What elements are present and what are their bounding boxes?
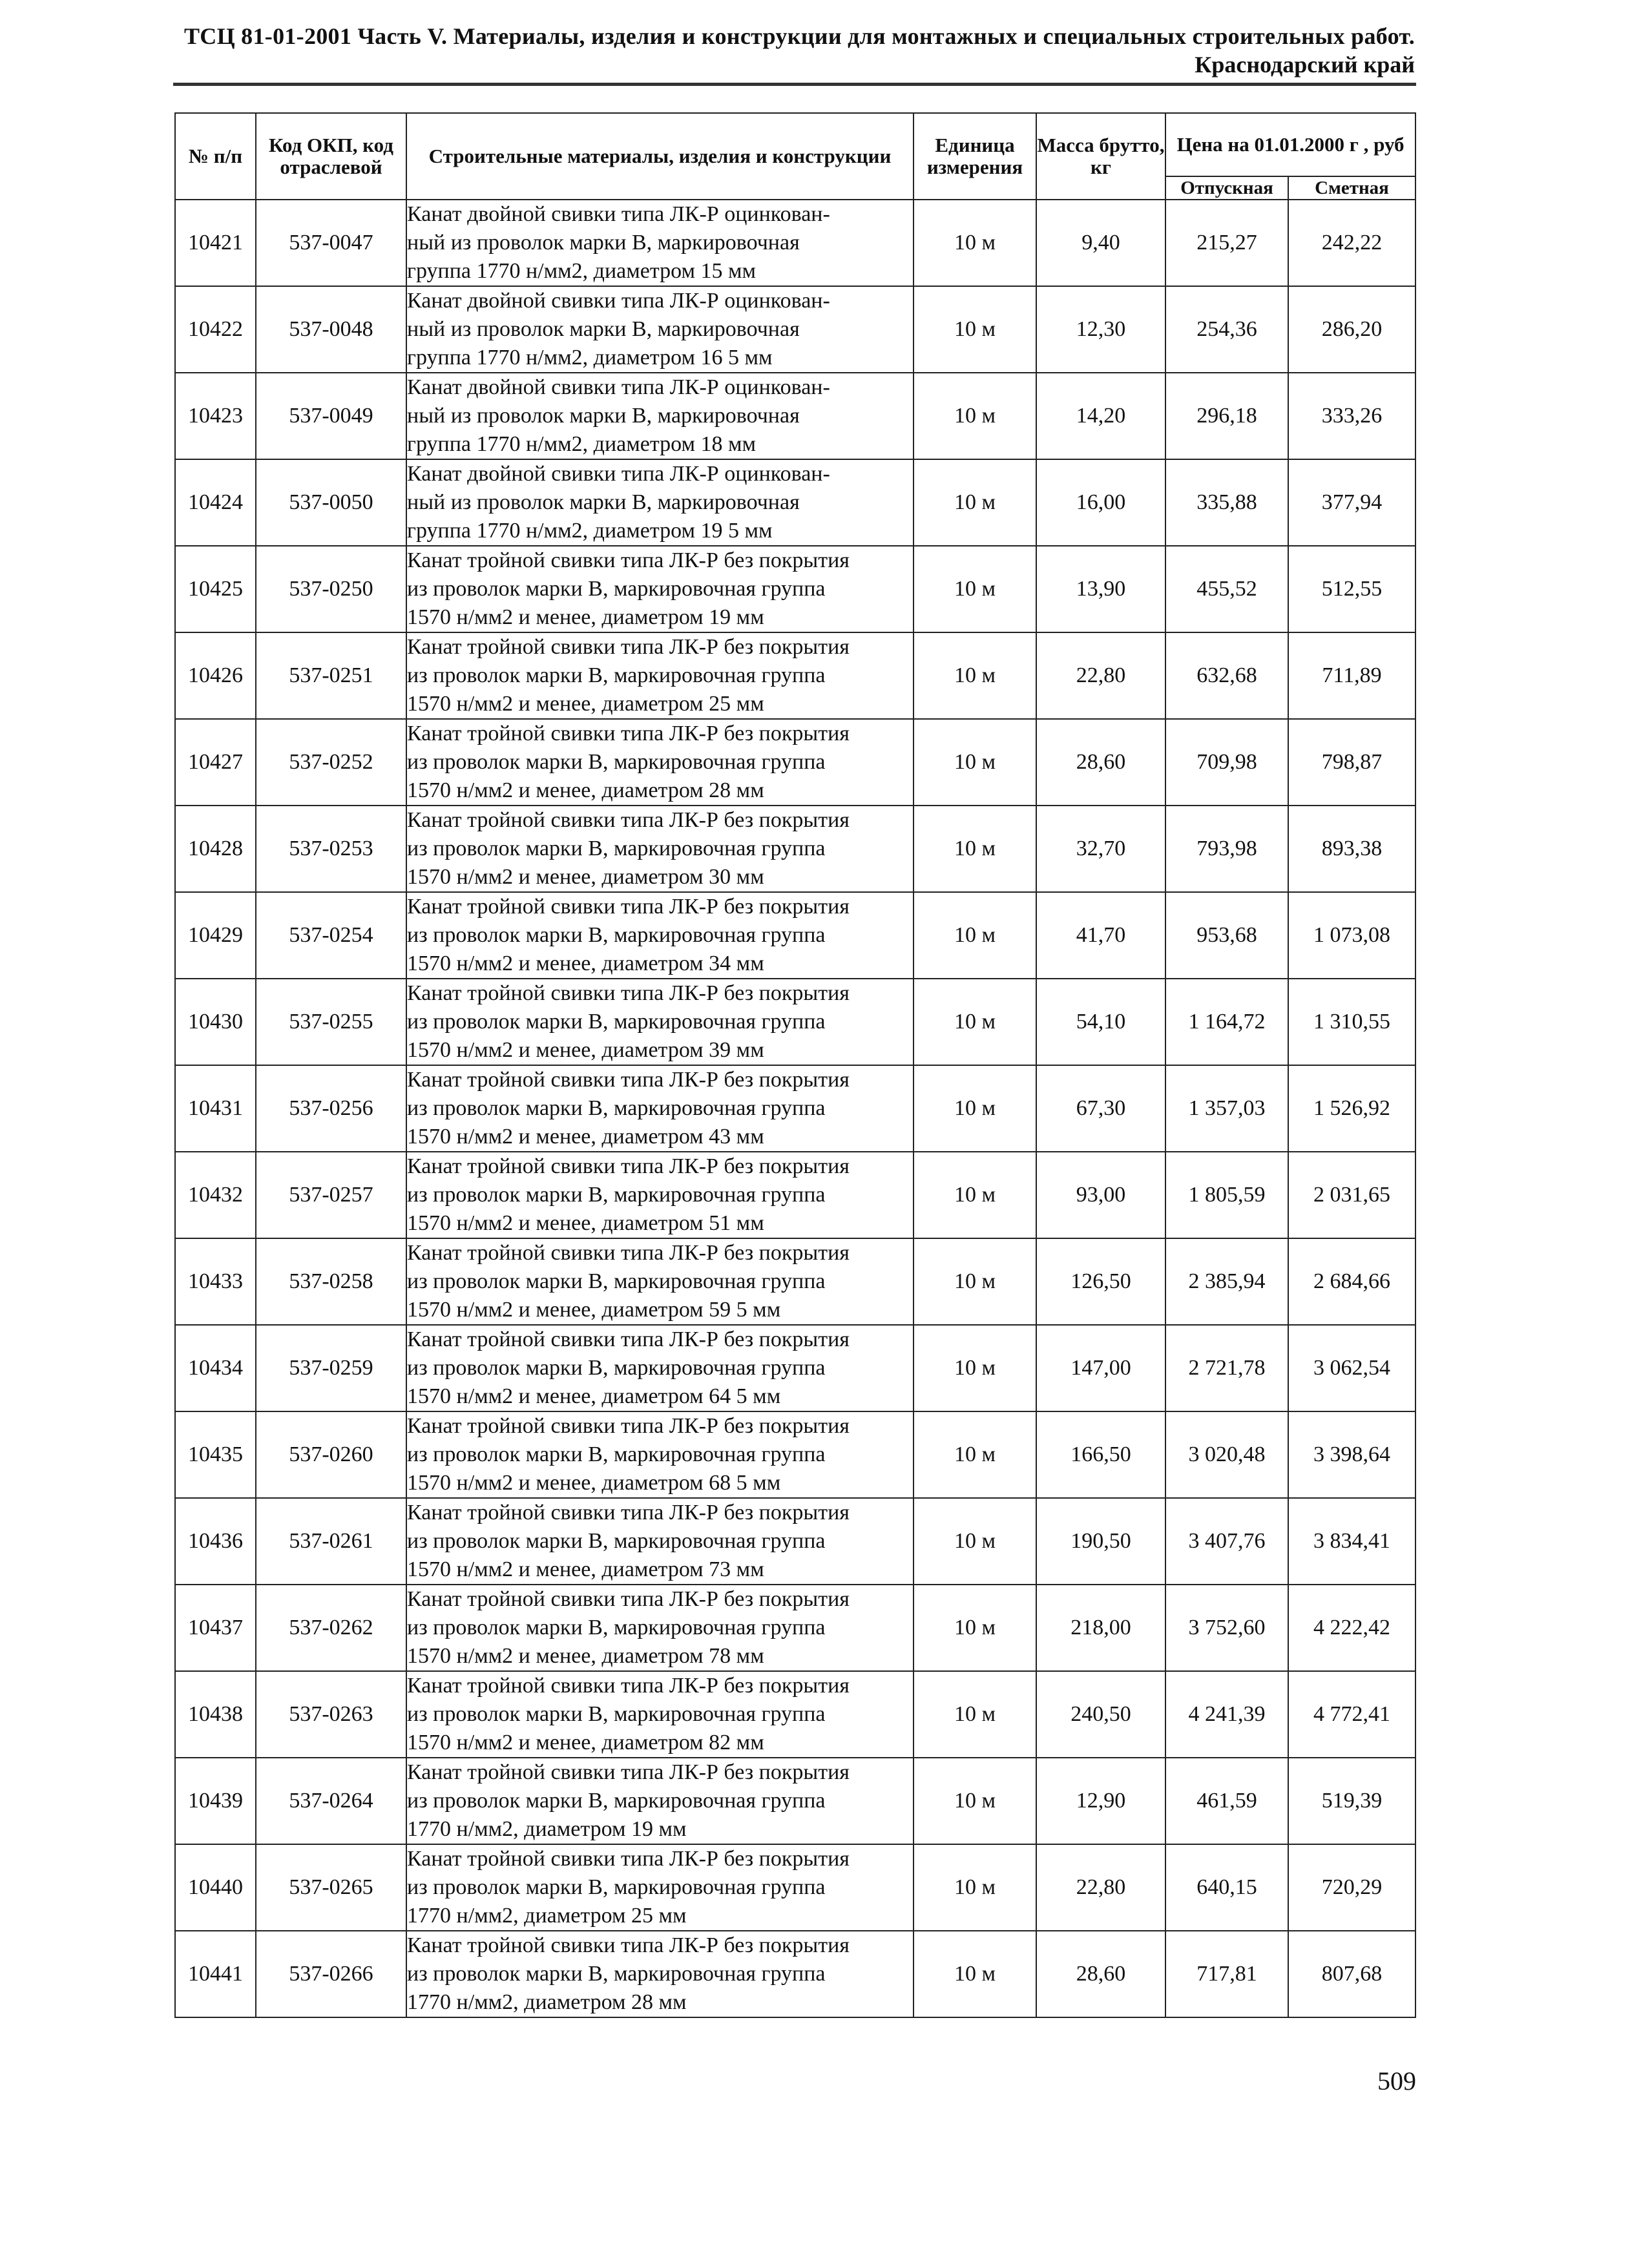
- description-line: ный из проволок марки В, маркировочная: [407, 231, 800, 255]
- row-number: 10430: [175, 979, 256, 1065]
- row-number: 10431: [175, 1065, 256, 1152]
- page-number: 509: [1377, 2066, 1416, 2096]
- description-line: Канат тройной свивки типа ЛК-Р без покрытия: [407, 1154, 850, 1178]
- table-row: [175, 1065, 1415, 1152]
- row-mass: 218,00: [1036, 1585, 1165, 1671]
- row-price-estimate: 3 398,64: [1288, 1411, 1415, 1498]
- row-price-estimate: 519,39: [1288, 1758, 1415, 1844]
- row-price-release: 455,52: [1165, 546, 1288, 632]
- row-description: [406, 459, 914, 546]
- row-price-release: 953,68: [1165, 892, 1288, 979]
- description-line: из проволок марки В, маркировочная группа: [407, 1356, 826, 1380]
- description-line: Канат тройной свивки типа ЛК-Р без покрытия: [407, 1501, 850, 1524]
- row-description: [406, 719, 914, 806]
- row-mass: 41,70: [1036, 892, 1165, 979]
- row-price-estimate: 711,89: [1288, 632, 1415, 719]
- row-unit: 10 м: [914, 1498, 1036, 1585]
- row-description: [406, 1844, 914, 1931]
- row-price-release: 4 241,39: [1165, 1671, 1288, 1758]
- col-header-price-estimate: Сметная: [1288, 176, 1415, 200]
- col-header-price-release: Отпускная: [1165, 176, 1288, 200]
- table-row: [175, 200, 1415, 286]
- row-unit: 10 м: [914, 200, 1036, 286]
- row-mass: 54,10: [1036, 979, 1165, 1065]
- table-row: [175, 546, 1415, 632]
- row-description: [406, 1498, 914, 1585]
- region-title: Краснодарский край: [1195, 52, 1415, 78]
- description-line: Канат двойной свивки типа ЛК-Р оцинкован-: [407, 375, 830, 399]
- row-description: [406, 806, 914, 892]
- row-price-estimate: 3 062,54: [1288, 1325, 1415, 1411]
- description-line: 1570 н/мм2 и менее, диаметром 82 мм: [407, 1731, 764, 1754]
- row-number: 10440: [175, 1844, 256, 1931]
- description-line: Канат двойной свивки типа ЛК-Р оцинкован-: [407, 289, 830, 313]
- row-description: [406, 546, 914, 632]
- description-line: Канат тройной свивки типа ЛК-Р без покрытия: [407, 1760, 850, 1784]
- row-number: 10423: [175, 373, 256, 459]
- row-code: 537-0257: [256, 1152, 406, 1238]
- row-unit: 10 м: [914, 806, 1036, 892]
- description-line: 1570 н/мм2 и менее, диаметром 34 мм: [407, 952, 764, 975]
- row-price-estimate: 3 834,41: [1288, 1498, 1415, 1585]
- table-row: [175, 1671, 1415, 1758]
- row-mass: 12,90: [1036, 1758, 1165, 1844]
- row-code: 537-0049: [256, 373, 406, 459]
- description-line: группа 1770 н/мм2, диаметром 16 5 мм: [407, 346, 773, 369]
- col-header-num: № п/п: [175, 113, 256, 200]
- description-line: 1570 н/мм2 и менее, диаметром 30 мм: [407, 865, 764, 889]
- row-price-release: 335,88: [1165, 459, 1288, 546]
- row-number: 10432: [175, 1152, 256, 1238]
- description-line: 1770 н/мм2, диаметром 19 мм: [407, 1817, 687, 1841]
- row-price-estimate: 333,26: [1288, 373, 1415, 459]
- row-price-release: 254,36: [1165, 286, 1288, 373]
- row-number: 10438: [175, 1671, 256, 1758]
- description-line: 1570 н/мм2 и менее, диаметром 59 5 мм: [407, 1298, 781, 1322]
- row-number: 10434: [175, 1325, 256, 1411]
- description-line: группа 1770 н/мм2, диаметром 19 5 мм: [407, 519, 773, 543]
- description-line: 1770 н/мм2, диаметром 28 мм: [407, 1990, 687, 2014]
- row-price-estimate: 1 073,08: [1288, 892, 1415, 979]
- row-description: [406, 632, 914, 719]
- description-line: группа 1770 н/мм2, диаметром 18 мм: [407, 432, 757, 456]
- row-unit: 10 м: [914, 719, 1036, 806]
- table-row: [175, 719, 1415, 806]
- row-code: 537-0264: [256, 1758, 406, 1844]
- row-description: [406, 1065, 914, 1152]
- row-number: 10428: [175, 806, 256, 892]
- table-row: [175, 632, 1415, 719]
- description-line: 1770 н/мм2, диаметром 25 мм: [407, 1904, 687, 1928]
- row-number: 10435: [175, 1411, 256, 1498]
- description-line: 1570 н/мм2 и менее, диаметром 78 мм: [407, 1644, 764, 1668]
- row-code: 537-0047: [256, 200, 406, 286]
- row-code: 537-0258: [256, 1238, 406, 1325]
- row-number: 10441: [175, 1931, 256, 2017]
- row-code: 537-0050: [256, 459, 406, 546]
- row-price-release: 717,81: [1165, 1931, 1288, 2017]
- description-line: ный из проволок марки В, маркировочная: [407, 490, 800, 514]
- row-price-estimate: 242,22: [1288, 200, 1415, 286]
- row-mass: 28,60: [1036, 1931, 1165, 2017]
- description-line: Канат двойной свивки типа ЛК-Р оцинкован-: [407, 462, 830, 486]
- row-unit: 10 м: [914, 892, 1036, 979]
- table-row: [175, 286, 1415, 373]
- description-line: 1570 н/мм2 и менее, диаметром 25 мм: [407, 692, 764, 716]
- row-number: 10424: [175, 459, 256, 546]
- row-price-estimate: 807,68: [1288, 1931, 1415, 2017]
- description-line: из проволок марки В, маркировочная группа: [407, 750, 826, 774]
- table-row: [175, 1758, 1415, 1844]
- row-number: 10433: [175, 1238, 256, 1325]
- description-line: из проволок марки В, маркировочная группа: [407, 923, 826, 947]
- description-line: 1570 н/мм2 и менее, диаметром 19 мм: [407, 605, 764, 629]
- row-code: 537-0262: [256, 1585, 406, 1671]
- row-mass: 9,40: [1036, 200, 1165, 286]
- description-line: Канат тройной свивки типа ЛК-Р без покрытия: [407, 635, 850, 659]
- row-mass: 32,70: [1036, 806, 1165, 892]
- row-mass: 166,50: [1036, 1411, 1165, 1498]
- table-row: [175, 1411, 1415, 1498]
- description-line: из проволок марки В, маркировочная группа: [407, 1702, 826, 1726]
- row-unit: 10 м: [914, 1065, 1036, 1152]
- row-price-release: 640,15: [1165, 1844, 1288, 1931]
- row-description: [406, 1238, 914, 1325]
- row-description: [406, 892, 914, 979]
- description-line: Канат тройной свивки типа ЛК-Р без покрытия: [407, 1327, 850, 1351]
- row-code: 537-0048: [256, 286, 406, 373]
- description-line: Канат тройной свивки типа ЛК-Р без покрытия: [407, 548, 850, 572]
- row-price-release: 1 357,03: [1165, 1065, 1288, 1152]
- table-row: [175, 1844, 1415, 1931]
- row-unit: 10 м: [914, 979, 1036, 1065]
- row-mass: 22,80: [1036, 632, 1165, 719]
- table-row: [175, 1152, 1415, 1238]
- description-line: Канат тройной свивки типа ЛК-Р без покрытия: [407, 1674, 850, 1698]
- row-unit: 10 м: [914, 1758, 1036, 1844]
- row-price-release: 1 805,59: [1165, 1152, 1288, 1238]
- row-description: [406, 1152, 914, 1238]
- col-header-price: Цена на 01.01.2000 г , руб: [1165, 113, 1415, 176]
- row-mass: 190,50: [1036, 1498, 1165, 1585]
- table-row: [175, 892, 1415, 979]
- row-unit: 10 м: [914, 1411, 1036, 1498]
- description-line: из проволок марки В, маркировочная группа: [407, 1442, 826, 1466]
- row-number: 10437: [175, 1585, 256, 1671]
- row-code: 537-0253: [256, 806, 406, 892]
- description-line: 1570 н/мм2 и менее, диаметром 64 5 мм: [407, 1384, 781, 1408]
- row-price-release: 709,98: [1165, 719, 1288, 806]
- description-line: ный из проволок марки В, маркировочная: [407, 317, 800, 341]
- price-table: [174, 112, 1416, 2018]
- row-code: 537-0261: [256, 1498, 406, 1585]
- row-unit: 10 м: [914, 373, 1036, 459]
- row-description: [406, 373, 914, 459]
- row-price-estimate: 1 310,55: [1288, 979, 1415, 1065]
- row-price-release: 3 752,60: [1165, 1585, 1288, 1671]
- description-line: Канат тройной свивки типа ЛК-Р без покрытия: [407, 808, 850, 832]
- table-row: [175, 1238, 1415, 1325]
- header-rule: [173, 83, 1416, 86]
- row-description: [406, 286, 914, 373]
- row-unit: 10 м: [914, 1931, 1036, 2017]
- row-description: [406, 1758, 914, 1844]
- row-number: 10439: [175, 1758, 256, 1844]
- row-code: 537-0263: [256, 1671, 406, 1758]
- row-code: 537-0265: [256, 1844, 406, 1931]
- row-code: 537-0251: [256, 632, 406, 719]
- description-line: группа 1770 н/мм2, диаметром 15 мм: [407, 259, 757, 283]
- row-mass: 16,00: [1036, 459, 1165, 546]
- description-line: из проволок марки В, маркировочная группа: [407, 1875, 826, 1899]
- row-number: 10426: [175, 632, 256, 719]
- description-line: 1570 н/мм2 и менее, диаметром 28 мм: [407, 778, 764, 802]
- col-header-unit: Единица измерения: [914, 113, 1036, 200]
- description-line: из проволок марки В, маркировочная группа: [407, 1269, 826, 1293]
- row-mass: 22,80: [1036, 1844, 1165, 1931]
- description-line: Канат тройной свивки типа ЛК-Р без покрытия: [407, 981, 850, 1005]
- table-body: [175, 200, 1415, 2017]
- row-unit: 10 м: [914, 286, 1036, 373]
- row-description: [406, 1671, 914, 1758]
- row-price-release: 3 020,48: [1165, 1411, 1288, 1498]
- description-line: из проволок марки В, маркировочная группа: [407, 837, 826, 860]
- row-mass: 14,20: [1036, 373, 1165, 459]
- row-price-estimate: 4 222,42: [1288, 1585, 1415, 1671]
- row-unit: 10 м: [914, 1152, 1036, 1238]
- description-line: Канат тройной свивки типа ЛК-Р без покрытия: [407, 1241, 850, 1265]
- description-line: Канат тройной свивки типа ЛК-Р без покрытия: [407, 1414, 850, 1438]
- table-row: [175, 373, 1415, 459]
- row-code: 537-0259: [256, 1325, 406, 1411]
- row-price-release: 632,68: [1165, 632, 1288, 719]
- table-row: [175, 459, 1415, 546]
- description-line: 1570 н/мм2 и менее, диаметром 39 мм: [407, 1038, 764, 1062]
- row-code: 537-0252: [256, 719, 406, 806]
- col-header-code: Код ОКП, код отраслевой: [256, 113, 406, 200]
- description-line: Канат тройной свивки типа ЛК-Р без покрытия: [407, 1587, 850, 1611]
- row-code: 537-0254: [256, 892, 406, 979]
- row-price-release: 461,59: [1165, 1758, 1288, 1844]
- row-price-estimate: 893,38: [1288, 806, 1415, 892]
- row-number: 10427: [175, 719, 256, 806]
- description-line: 1570 н/мм2 и менее, диаметром 73 мм: [407, 1557, 764, 1581]
- description-line: Канат тройной свивки типа ЛК-Р без покрытия: [407, 1847, 850, 1871]
- row-price-release: 215,27: [1165, 200, 1288, 286]
- description-line: 1570 н/мм2 и менее, диаметром 51 мм: [407, 1211, 764, 1235]
- row-number: 10421: [175, 200, 256, 286]
- row-description: [406, 1325, 914, 1411]
- description-line: Канат тройной свивки типа ЛК-Р без покрытия: [407, 1068, 850, 1092]
- description-line: из проволок марки В, маркировочная группа: [407, 1616, 826, 1639]
- row-mass: 28,60: [1036, 719, 1165, 806]
- table-row: [175, 1931, 1415, 2017]
- description-line: из проволок марки В, маркировочная группа: [407, 1962, 826, 1986]
- row-code: 537-0255: [256, 979, 406, 1065]
- description-line: из проволок марки В, маркировочная группа: [407, 1789, 826, 1813]
- document-title: ТСЦ 81-01-2001 Часть V. Материалы, изделия и конструкции для монтажных и специальных строительных работ.: [183, 23, 1415, 49]
- row-number: 10422: [175, 286, 256, 373]
- row-price-estimate: 1 526,92: [1288, 1065, 1415, 1152]
- row-mass: 12,30: [1036, 286, 1165, 373]
- row-unit: 10 м: [914, 459, 1036, 546]
- col-header-name: Строительные материалы, изделия и конструкции: [406, 113, 914, 200]
- row-mass: 67,30: [1036, 1065, 1165, 1152]
- row-price-release: 2 385,94: [1165, 1238, 1288, 1325]
- row-price-estimate: 4 772,41: [1288, 1671, 1415, 1758]
- row-code: 537-0260: [256, 1411, 406, 1498]
- row-price-estimate: 2 684,66: [1288, 1238, 1415, 1325]
- page-header: [174, 22, 1415, 79]
- row-number: 10425: [175, 546, 256, 632]
- row-unit: 10 м: [914, 1585, 1036, 1671]
- row-price-release: 296,18: [1165, 373, 1288, 459]
- description-line: Канат тройной свивки типа ЛК-Р без покрытия: [407, 895, 850, 919]
- row-number: 10429: [175, 892, 256, 979]
- row-price-estimate: 512,55: [1288, 546, 1415, 632]
- row-number: 10436: [175, 1498, 256, 1585]
- table-row: [175, 1585, 1415, 1671]
- row-price-estimate: 286,20: [1288, 286, 1415, 373]
- description-line: из проволок марки В, маркировочная группа: [407, 1010, 826, 1034]
- row-price-estimate: 377,94: [1288, 459, 1415, 546]
- row-code: 537-0266: [256, 1931, 406, 2017]
- description-line: 1570 н/мм2 и менее, диаметром 68 5 мм: [407, 1471, 781, 1495]
- row-price-release: 3 407,76: [1165, 1498, 1288, 1585]
- table-row: [175, 979, 1415, 1065]
- row-unit: 10 м: [914, 1671, 1036, 1758]
- description-line: из проволок марки В, маркировочная группа: [407, 1183, 826, 1207]
- row-code: 537-0250: [256, 546, 406, 632]
- row-price-estimate: 798,87: [1288, 719, 1415, 806]
- row-description: [406, 1411, 914, 1498]
- col-header-mass: Масса брутто, кг: [1036, 113, 1165, 200]
- row-description: [406, 200, 914, 286]
- row-price-estimate: 720,29: [1288, 1844, 1415, 1931]
- table-row: [175, 806, 1415, 892]
- row-price-estimate: 2 031,65: [1288, 1152, 1415, 1238]
- row-unit: 10 м: [914, 1325, 1036, 1411]
- description-line: 1570 н/мм2 и менее, диаметром 43 мм: [407, 1125, 764, 1149]
- row-unit: 10 м: [914, 1238, 1036, 1325]
- description-line: из проволок марки В, маркировочная группа: [407, 1529, 826, 1553]
- row-code: 537-0256: [256, 1065, 406, 1152]
- table-row: [175, 1498, 1415, 1585]
- row-mass: 93,00: [1036, 1152, 1165, 1238]
- description-line: Канат тройной свивки типа ЛК-Р без покрытия: [407, 722, 850, 745]
- description-line: ный из проволок марки В, маркировочная: [407, 404, 800, 428]
- row-mass: 13,90: [1036, 546, 1165, 632]
- row-price-release: 2 721,78: [1165, 1325, 1288, 1411]
- row-description: [406, 979, 914, 1065]
- row-unit: 10 м: [914, 1844, 1036, 1931]
- table-row: [175, 1325, 1415, 1411]
- row-unit: 10 м: [914, 546, 1036, 632]
- row-mass: 126,50: [1036, 1238, 1165, 1325]
- row-description: [406, 1585, 914, 1671]
- row-price-release: 1 164,72: [1165, 979, 1288, 1065]
- row-description: [406, 1931, 914, 2017]
- description-line: из проволок марки В, маркировочная группа: [407, 663, 826, 687]
- description-line: из проволок марки В, маркировочная группа: [407, 1096, 826, 1120]
- row-mass: 147,00: [1036, 1325, 1165, 1411]
- description-line: Канат двойной свивки типа ЛК-Р оцинкован-: [407, 202, 830, 226]
- description-line: Канат тройной свивки типа ЛК-Р без покрытия: [407, 1933, 850, 1957]
- row-unit: 10 м: [914, 632, 1036, 719]
- row-price-release: 793,98: [1165, 806, 1288, 892]
- row-mass: 240,50: [1036, 1671, 1165, 1758]
- description-line: из проволок марки В, маркировочная группа: [407, 577, 826, 601]
